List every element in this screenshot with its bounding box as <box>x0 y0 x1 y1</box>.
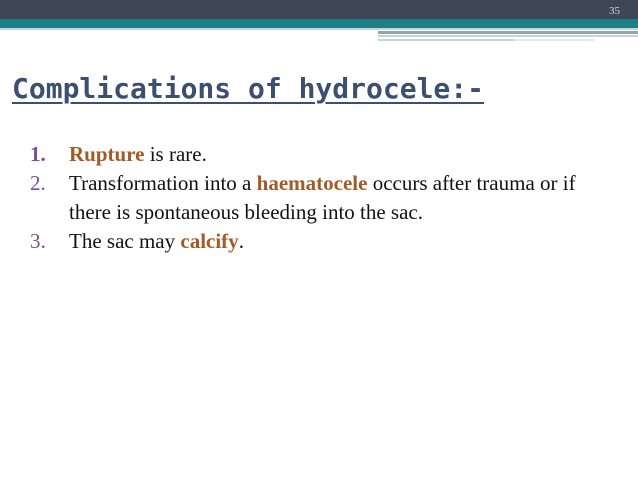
list-number: 1. <box>30 142 46 166</box>
slide-title: Complications of hydrocele:- <box>12 72 485 105</box>
item-text: The sac may <box>69 229 181 253</box>
item-text: is rare. <box>144 142 207 166</box>
item-text: occurs after trauma or if there is spontaneous bleeding into the sac. <box>69 171 576 224</box>
header-band-teal <box>0 19 638 28</box>
header-accent-line <box>514 39 594 41</box>
highlight-term: haematocele <box>256 171 368 195</box>
highlight-term: Rupture <box>69 142 145 166</box>
complications-list <box>30 140 610 256</box>
header-band-light <box>0 28 638 30</box>
header-accent-line <box>378 39 514 41</box>
list-item <box>30 227 610 256</box>
list-item <box>30 140 610 169</box>
highlight-term: calcify <box>180 229 239 253</box>
list-number: 3. <box>30 229 46 253</box>
header-accent-line <box>378 31 638 34</box>
header-band-dark <box>0 0 638 19</box>
list-number: 2. <box>30 171 46 195</box>
item-text: Transformation into a <box>69 171 257 195</box>
list-item <box>30 169 610 227</box>
item-text: . <box>238 229 244 253</box>
page-number: 35 <box>609 5 620 17</box>
header-accent-line <box>378 35 638 37</box>
